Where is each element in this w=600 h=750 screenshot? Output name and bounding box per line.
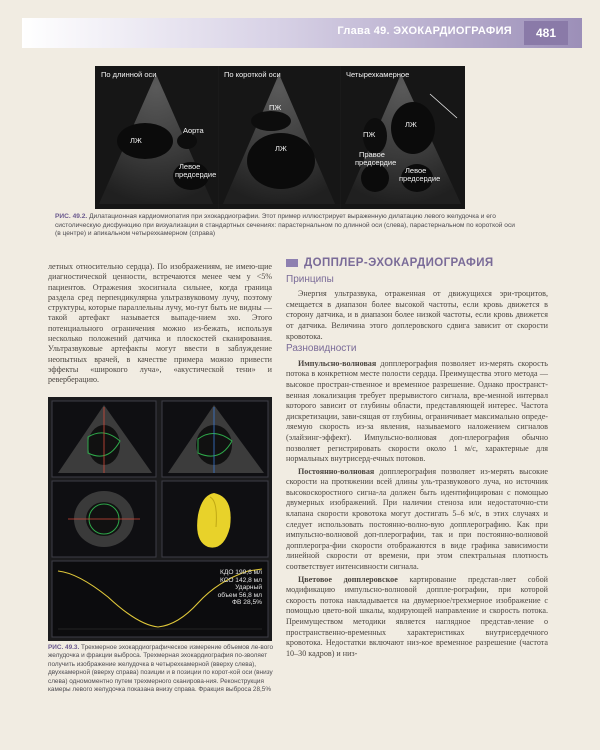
- continuous-wave-text: допплерография позволяет из-мерять высокие скорости на протяжении всей длины уль-тразвукового луча, но источник высокоскоростного сигна-ла должен быть идентифицирован с помощью двумерных изображений. При наличии стеноза или недостаточно-сти клапана скорости кровотока могут достигать 5–6 м/с, в этих случаях и следует использовать постоянно-волно-вую допплерографию. Как при импульсно-волновой доп-плерографии, так и при постоянно-волновой допплерогра-фии скорости отображаются в виде графика зависимости линейной скорости от времени, при этом спектральная плотность соответствует интенсивности сигнала.: [286, 466, 548, 572]
- subsection-principles: Принципы: [286, 273, 334, 285]
- color-doppler-term: Цветовое допплеровское: [298, 574, 398, 584]
- right-column: [286, 258, 548, 661]
- pulsed-wave-text: допплерография позволяет из-мерять скорость потока в конкретном месте полости сердца. Преимущества этого метода — высокое простран-ственное и временное разрешение. Однако пространст-венная локализация требует прерывистого сигнала, вре-менной интервал которого зависит от глубины области, представляющей интерес. Частота дискретизации, зави-сящая от глубины, ограничивает максимально опреде-ляемую скорость из-за явления, называемого наложением сигналов (элайзинг-эффект). Импульсно-волновая доп-плерография обычно позволяет регистрировать скорости около 1 м/с, характерные для нормальных внутрисерд-ечных потоков.: [286, 358, 548, 464]
- la-marker: Левое: [405, 166, 427, 175]
- sv-label: Ударный: [235, 584, 262, 592]
- pulsed-wave-paragraph: [286, 359, 548, 465]
- edv-value: КДО 199,6 мл: [220, 569, 262, 576]
- panel-title: По короткой оси: [224, 70, 281, 79]
- lv-marker: ЛЖ: [130, 136, 142, 145]
- la-marker-2: предсердие: [175, 170, 217, 179]
- echo-figure-top: [95, 66, 465, 209]
- caption-label: РИС. 49.2.: [55, 213, 88, 220]
- caption-text: Дилатационная кардиомиопатия при эхокардиографии. Этот пример иллюстрирует выраженную дилатацию левого желудочка и его систолическую дисфункцию при визуализации в стандартных сечениях: парастернальном по длинной оси (слева), парастернальном по короткой оси (в центре) и апикальном четырехкамерном (справа): [55, 213, 515, 238]
- figure-top-caption: [55, 213, 520, 239]
- page-number: 481: [524, 21, 568, 45]
- section-marker-icon: [286, 259, 298, 267]
- caption-text: Трехмерное эхокардиографическое измерение объемов ле-вого желудочка и фракции выброса. Трехмерная эхокардиография по-зволяет получить изображение желудочка в четырехкамерной (вверху слева), двухкамерной (вверху справа) позиции и в позиции по корот-кой оси (внизу слева) одномоментно путем трехмерного сканирова-ния. Реконструкция камеры левого желудочка показана внизу справа. Фракция выброса 28,5%: [48, 644, 274, 694]
- page-header: [22, 18, 582, 48]
- panel-title: По длинной оси: [101, 70, 157, 79]
- chapter-title: Глава 49. ЭХОКАРДИОГРАФИЯ: [337, 25, 512, 37]
- principles-paragraph: Энергия ультразвука, отраженная от движущихся эри-троцитов, смещается в диапазон более высокой частоты, если кровь движется в сторону датчика, и в диапазон более низкой частоты, если кровь движется от датчика. Величина этого доплеровского сдвига зависит от скорости кровотока.: [286, 289, 548, 341]
- short-axis-labels: [219, 66, 340, 209]
- figure-bottom-caption: [48, 644, 274, 694]
- color-doppler-paragraph: [286, 575, 548, 660]
- section-title: [286, 258, 548, 269]
- rv-marker: ПЖ: [269, 103, 282, 112]
- rv-marker: ПЖ: [363, 130, 376, 139]
- caption-label: РИС. 49.3.: [48, 644, 80, 651]
- esv-value: КСО 142,8 мл: [219, 576, 262, 584]
- panel-title: Четырехкамерное: [346, 70, 410, 79]
- continuous-wave-paragraph: [286, 467, 548, 573]
- left-column: [48, 262, 272, 386]
- ra-marker: Правое: [359, 150, 385, 159]
- ef-value: ФВ 28,5%: [232, 599, 262, 607]
- section-title-text: ДОППЛЕР-ЭХОКАРДИОГРАФИЯ: [304, 257, 494, 269]
- four-chamber-labels: [341, 66, 465, 209]
- sv-value: объем 56,8 мл: [217, 591, 262, 599]
- volume-measurements: [218, 569, 262, 607]
- long-axis-labels: [95, 66, 218, 209]
- la-marker-2: предсердие: [399, 174, 441, 183]
- la-marker: Левое: [179, 162, 201, 171]
- pulsed-wave-term: Импульсно-волновая: [298, 358, 377, 368]
- aorta-marker: Аорта: [183, 126, 204, 135]
- lv-marker: ЛЖ: [275, 144, 287, 153]
- lv-marker: ЛЖ: [405, 120, 417, 129]
- subsection-types: Разновидности: [286, 343, 357, 355]
- ra-marker-2: предсердие: [355, 158, 397, 167]
- left-paragraph: летных относительно сердца). По изображениям, не имею-щие диагностической ценности, встречаются менее чем у <5% пациентов. Отражения эхосигнала сильнее, когда граница раздела сред перпендикулярна ультразвуковому лучу, поэтому структуры, которые параллельны лучу, мо-гут быть не видны — такой артефакт называется выпаде-нием эхо. Этого потенциального ограничения можно из-бежать, используя несколько положений датчика и плоскостей сканирования. Ультразвуковые артефакты могут ввести в заблуждение неопытных врачей, в качестве примера можно привести эффекты «широкого луча», «акустической тени» и реверберацию.: [48, 262, 272, 385]
- continuous-wave-term: Постоянно-волновая: [298, 466, 375, 476]
- echo-figure-3d: [48, 397, 272, 641]
- color-doppler-text: картирование представ-ляет собой модификацию импульсно-волновой доппле-рографии, при которой скорость потока накладывается на двумерное/трехмерное изображение с помощью цвето-вой шкалы, кодирующей направление и скорость потока. Преимуществом методики является наглядное представ-ление о пространственно-временных характеристиках внутрисердечного кровотока. Недостатки включают низ-кое временное разрешение (частота 10–30 кадров) и низ-: [286, 574, 548, 658]
